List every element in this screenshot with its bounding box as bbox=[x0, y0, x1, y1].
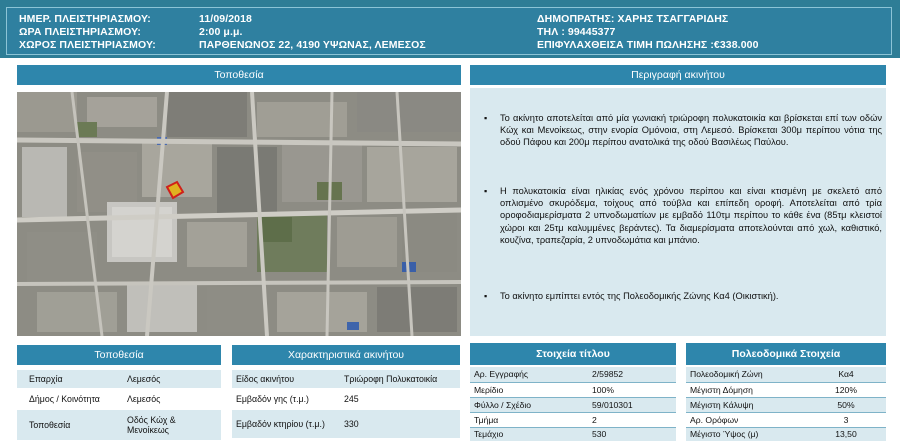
table-row bbox=[470, 412, 676, 427]
table-row bbox=[17, 370, 221, 388]
table-row bbox=[470, 427, 676, 441]
description-item-1 bbox=[484, 112, 882, 149]
bullet-icon: ▪ bbox=[484, 113, 488, 123]
title-table-header: Στοιχεία τίτλου bbox=[470, 343, 676, 365]
auction-place-value: ΠΑΡΘΕΝΩΝΟΣ 22, 4190 ΥΨΩΝΑΣ, ΛΕΜΕΣΟΣ bbox=[199, 39, 426, 51]
title-label-4: Τμήμα bbox=[470, 412, 588, 427]
auction-header bbox=[0, 0, 900, 58]
table-row bbox=[470, 367, 676, 382]
auction-place-label: ΧΩΡΟΣ ΠΛΕΙΣΤΗΡΙΑΣΜΟΥ: bbox=[19, 39, 156, 51]
description-text-1: Το ακίνητο αποτελείται από μία γωνιακή τριώροφη πολυκατοικία και βρίσκεται επί των οδών Κώχ και Μενοίκεως, στην ενορία Ομόνοια, στη Λεμεσό. Βρίσκεται 300μ περίπου νότια της οδού Πάφου και 200μ περίπου ανατολικά της οδού Βασιλέως Παύλου. bbox=[500, 113, 882, 148]
planning-label-3: Μέγιστη Κάλυψη bbox=[686, 397, 806, 412]
planning-value-2: 120% bbox=[806, 382, 886, 397]
description-text-2: Η πολυκατοικία είναι ηλικίας ενός χρόνου περίπου και είναι κτισμένη με σκελετό από οπλισμένο σκυρόδεμα, τοίχους από τούβλα και επίπεδη οροφή. Αποτελείται από τρία οροφοδιαμερίσματα 2 υπνοδωματίων με εμβαδό 110τμ περίπου το κάθε ένα (85τμ κλειστοί χώροι και 25τμ καλυμμένες βεράντες). Τα διαμερίσματα αποτελούνται από χωλ, καθιστικό, κουζίνα, τραπεζαρία, 2 υπνοδωμάτια και μπάνιο. bbox=[500, 186, 882, 245]
description-section-header: Περιγραφή ακινήτου bbox=[470, 65, 886, 85]
title-label-5: Τεμάχιο bbox=[474, 429, 504, 440]
auctioneer-name: ΔΗΜΟΠΡΑΤΗΣ: ΧΑΡΗΣ ΤΣΑΓΓΑΡΙΔΗΣ bbox=[537, 13, 729, 25]
description-item-2 bbox=[484, 185, 882, 246]
planning-label-5: Μέγιστο Ύψος (μ) bbox=[690, 429, 759, 440]
characteristic-value-3: 330 bbox=[344, 419, 359, 429]
title-label-2: Μερίδιο bbox=[470, 382, 588, 397]
planning-value-5: 13,50 bbox=[835, 429, 857, 440]
title-value-1: 2/59852 bbox=[588, 367, 676, 382]
title-value-2: 100% bbox=[588, 382, 676, 397]
auction-time-label: ΩΡΑ ΠΛΕΙΣΤΗΡΙΑΣΜΟΥ: bbox=[19, 26, 141, 38]
location-value-2: Λεμεσός bbox=[127, 394, 161, 404]
characteristic-label-1: Είδος ακινήτου bbox=[236, 374, 295, 384]
location-value-1: Λεμεσός bbox=[127, 374, 161, 384]
location-label-3: Τοποθεσία bbox=[29, 420, 71, 430]
auction-time-value: 2:00 μ.μ. bbox=[199, 26, 243, 38]
auctioneer-phone: ΤΗΛ : 99445377 bbox=[537, 26, 616, 38]
location-table bbox=[17, 370, 221, 440]
auction-place-row bbox=[19, 39, 426, 51]
title-label-1: Αρ. Εγγραφής bbox=[470, 367, 588, 382]
description-item-3 bbox=[484, 290, 882, 302]
auction-date-label: ΗΜΕΡ. ΠΛΕΙΣΤΗΡΙΑΣΜΟΥ: bbox=[19, 13, 151, 25]
location-label-1: Επαρχία bbox=[29, 374, 63, 384]
title-value-3: 59/010301 bbox=[588, 397, 676, 412]
auction-time-row bbox=[19, 26, 243, 38]
auction-date-value: 11/09/2018 bbox=[199, 13, 252, 25]
characteristic-value-2: 245 bbox=[344, 394, 359, 404]
auction-header-panel bbox=[6, 7, 892, 55]
table-row bbox=[232, 388, 460, 410]
property-description-panel bbox=[470, 88, 886, 336]
table-row bbox=[686, 367, 886, 382]
title-table bbox=[470, 367, 676, 441]
location-value-3: Οδός Κώχ & Μενοίκεως bbox=[127, 415, 176, 435]
characteristics-table bbox=[232, 370, 460, 438]
title-value-5: 530 bbox=[592, 429, 607, 440]
planning-value-1: Κα4 bbox=[806, 367, 886, 382]
planning-value-4: 3 bbox=[806, 412, 886, 427]
characteristic-label-3: Εμβαδόν κτηρίου (τ.μ.) bbox=[236, 419, 325, 429]
table-row bbox=[232, 370, 460, 388]
characteristics-table-header: Χαρακτηριστικά ακινήτου bbox=[232, 345, 460, 365]
location-table-header: Τοποθεσία bbox=[17, 345, 221, 365]
planning-table-header: Πολεοδομικά Στοιχεία bbox=[686, 343, 886, 365]
location-label-2: Δήμος / Κοινότητα bbox=[29, 394, 100, 404]
table-row bbox=[686, 427, 886, 441]
reserve-price: ΕΠΙΦΥΛΑΧΘΕΙΣΑ ΤΙΜΗ ΠΩΛΗΣΗΣ :€338.000 bbox=[537, 39, 759, 51]
table-row bbox=[232, 410, 460, 438]
characteristic-label-2: Εμβαδόν γης (τ.μ.) bbox=[236, 394, 309, 404]
aerial-map-illustration bbox=[17, 92, 461, 336]
table-row bbox=[17, 410, 221, 440]
table-row bbox=[470, 397, 676, 412]
table-row bbox=[686, 397, 886, 412]
planning-label-4: Αρ. Ορόφων bbox=[686, 412, 806, 427]
table-row bbox=[17, 388, 221, 410]
planning-table bbox=[686, 367, 886, 441]
planning-label-1: Πολεοδομική Ζώνη bbox=[686, 367, 806, 382]
table-row bbox=[686, 382, 886, 397]
bullet-icon: ▪ bbox=[484, 186, 488, 196]
title-value-4: 2 bbox=[588, 412, 676, 427]
title-label-3: Φύλλο / Σχέδιο bbox=[470, 397, 588, 412]
auction-date-row bbox=[19, 13, 252, 25]
planning-value-3: 50% bbox=[806, 397, 886, 412]
characteristic-value-1: Τριώροφη Πολυκατοικία bbox=[344, 374, 438, 384]
aerial-map-image bbox=[17, 92, 461, 336]
table-row bbox=[686, 412, 886, 427]
table-row bbox=[470, 382, 676, 397]
description-text-3: Το ακίνητο εμπίπτει εντός της Πολεοδομικής Ζώνης Κα4 (Οικιστική). bbox=[500, 291, 779, 301]
location-section-header: Τοποθεσία bbox=[17, 65, 461, 85]
planning-label-2: Μέγιστη Δόμηση bbox=[686, 382, 806, 397]
bullet-icon: ▪ bbox=[484, 291, 488, 301]
